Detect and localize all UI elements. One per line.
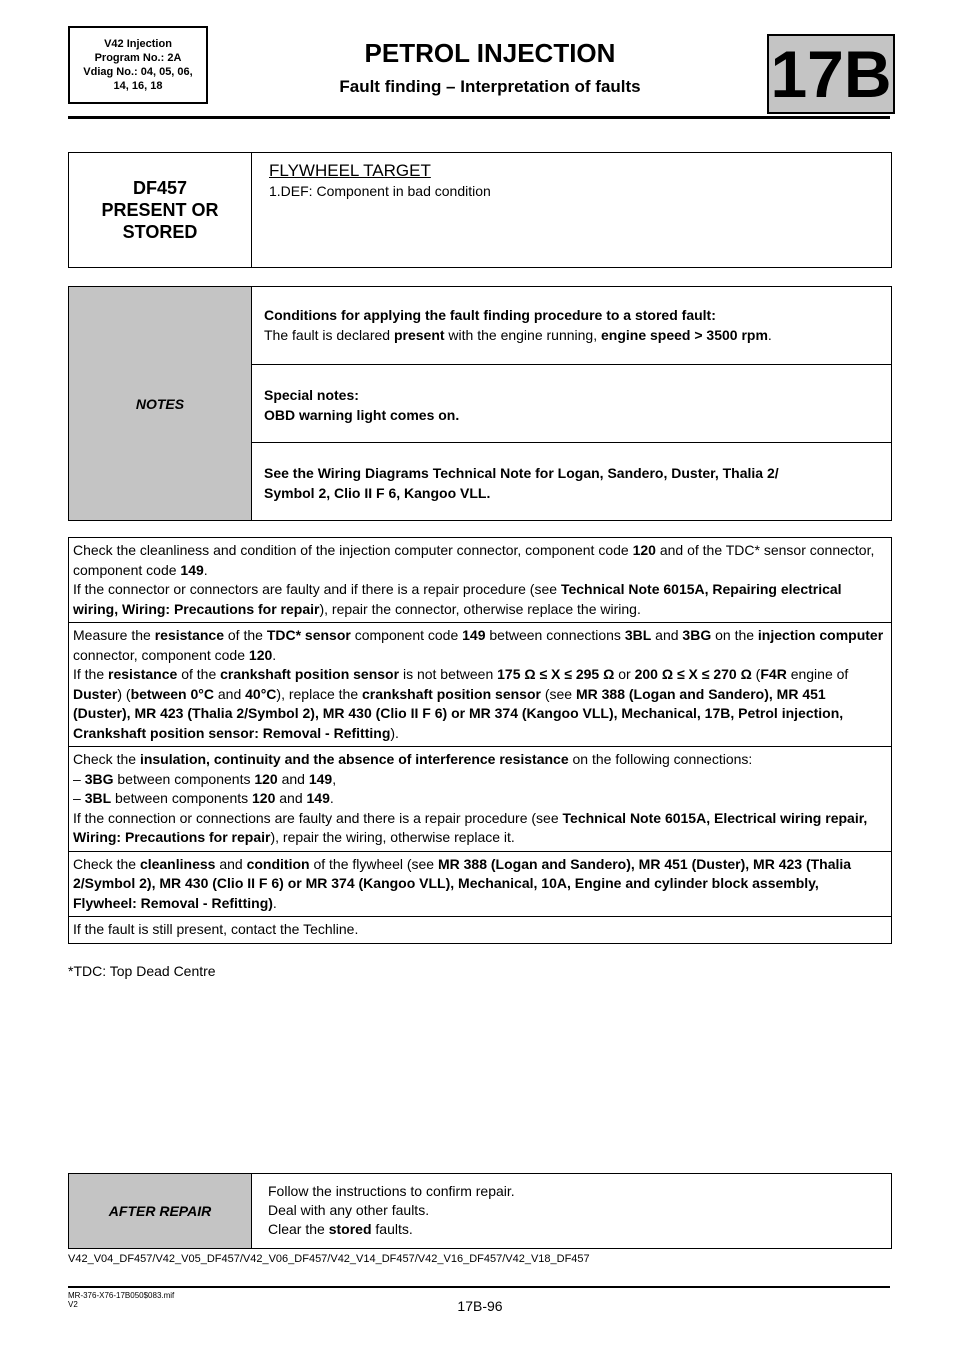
fault-status-line: STORED [122,222,198,242]
step-text: ). [390,724,399,741]
vehicle-info-box [68,26,208,104]
procedure-step-connector-check [69,538,891,623]
step-text: . [329,790,334,806]
step-text-bold: 149 [306,790,330,806]
note-heading: Special notes: [264,387,359,403]
step-text-bold: 200 Ω ≤ X ≤ 270 Ω [634,666,752,682]
step-text-bold: between 0°C [130,685,214,702]
step-text: between components [113,770,255,787]
step-text: and [215,855,247,872]
step-text-bold: F4R [760,666,787,682]
list-dash: – [73,770,85,787]
note-wiring [252,443,891,520]
vehicle-info-line: V42 Injection [104,38,172,50]
step-text: If the [73,666,109,682]
notes-content [252,287,891,520]
step-text-bold: condition [246,855,310,872]
fault-description-cell [269,161,881,199]
step-text: ( [751,666,761,682]
step-text-bold: 120 [248,646,273,663]
vehicle-info-line: Program No.: 2A [94,52,182,64]
step-text: is not between [399,666,498,682]
step-text-bold: 120 [254,770,278,787]
fault-status-line: PRESENT OR [101,200,219,220]
step-text: Check the [73,751,140,767]
step-text-bold: crankshaft position sensor [362,685,541,702]
after-repair-text-bold: stored [328,1221,372,1237]
step-text: and [651,627,683,643]
step-text-bold: crankshaft position sensor [220,666,400,682]
step-text-bold: 149 [180,561,204,578]
step-text: ) ( [117,685,131,702]
reference-codes: V42_V04_DF457/V42_V05_DF457/V42_V06_DF457/V42_V14_DF457/V42_V16_DF457/V42_V18_DF457 [68,1253,590,1265]
step-text: . [272,894,277,911]
step-text: between components [111,790,253,806]
step-text: ), repair the wiring, otherwise replace it. [270,829,515,845]
step-text: or [614,666,635,682]
step-text: and [275,790,307,806]
step-text-bold: 40°C [245,685,277,702]
footer-divider [68,1286,890,1288]
section-code-badge: 17B [767,34,895,114]
fault-box [68,152,892,268]
step-text: Measure the [73,627,155,643]
step-text: connector, component code [73,646,249,663]
note-heading: Conditions for applying the fault finding procedure to a stored fault: [264,307,716,323]
step-text-bold: Duster [73,685,118,702]
step-text-bold: MR 388 (Logan and Sandero), MR 451 (Duster), MR 423 (Thalia 2/Symbol 2), MR 430 (Clio II F 6) or MR 374 (Kangoo VLL), Mechanical, 10A, Engine and cylinder block assembly, Flywheel: Removal - Refitting) [73,855,852,911]
page-subtitle: Fault finding – Interpretation of faults [339,77,641,96]
note-text: The fault is declared [264,327,394,343]
vehicle-info-line: 14, 16, 18 [113,80,163,92]
step-text-bold: 120 [632,542,656,558]
step-text: If the connector or connectors are faulty and if there is a repair procedure (see [73,581,561,597]
step-text-bold: resistance [154,627,224,643]
step-text: Check the cleanliness and condition of the injection computer connector, component code [73,542,633,558]
note-text: . [767,327,772,343]
header-divider [68,116,890,119]
step-text: . [272,646,277,663]
procedure-step-insulation [69,747,891,852]
step-text-bold: Technical Note 6015A, Electrical wiring repair, Wiring: Precautions for repair [73,809,868,845]
page-number: 17B-96 [457,1298,503,1314]
page-title: PETROL INJECTION [364,38,616,68]
step-text-bold: 3BL [84,790,112,806]
note-text-bold: Symbol 2, Clio II F 6, Kangoo VLL. [264,485,491,501]
step-text: , [332,770,337,787]
step-text: and [277,770,309,787]
after-repair-label: AFTER REPAIR [69,1174,252,1248]
list-dash: – [73,790,85,806]
step-text: on the following connections: [568,751,753,767]
step-text: ), repair the connector, otherwise replace the wiring. [319,600,641,617]
note-conditions [252,287,891,365]
notes-box [68,286,892,521]
note-text-bold: present [393,327,445,343]
step-text: ), replace the [276,685,363,702]
note-text-bold: See the Wiring Diagrams Technical Note for Logan, Sandero, Duster, Thalia 2/ [264,465,779,481]
after-repair-text: faults. [371,1221,413,1237]
step-text: of the flywheel (see [309,855,438,872]
note-text-bold: OBD warning light comes on. [264,407,460,423]
step-text: component code [350,627,463,643]
notes-label: NOTES [69,287,252,520]
step-text-bold: 3BG [682,627,712,643]
step-text: Check the [73,855,140,872]
footer-file-info [68,1291,174,1309]
step-text-bold: 3BG [84,770,114,787]
fault-code-cell [69,153,252,267]
after-repair-content [268,1182,515,1239]
step-text: of the [224,627,267,643]
fault-code: DF457 [132,178,188,198]
footnote-tdc: *TDC: Top Dead Centre [68,963,216,979]
step-text-bold: cleanliness [139,855,216,872]
vehicle-info-line: Vdiag No.: 04, 05, 06, [83,66,193,78]
step-text-bold: 149 [308,770,333,787]
step-text-bold: injection computer [757,627,884,643]
footer-version: V2 [68,1300,78,1309]
step-text: . [203,561,208,578]
step-text: of the [177,666,221,682]
procedure-table [68,537,892,944]
step-text-bold: 149 [462,627,486,643]
fault-name: FLYWHEEL TARGET [269,161,431,180]
procedure-step-techline: If the fault is still present, contact the Techline. [73,921,359,937]
note-special [252,365,891,443]
step-text: and [213,685,246,702]
step-text-bold: 120 [252,790,276,806]
step-text: If the connection or connections are faulty and there is a repair procedure (see [73,809,563,826]
note-text-bold: engine speed > 3500 rpm [601,327,768,343]
note-text: with the engine running, [444,327,601,343]
step-text: and of the TDC* sensor connector, component code [73,542,875,578]
step-text: engine of [786,666,849,682]
step-text: (see [540,685,576,702]
footer-filename: MR-376-X76-17B050$083.mif [68,1291,175,1300]
step-text-bold: 175 Ω ≤ X ≤ 295 Ω [497,666,615,682]
step-text-bold: MR 388 (Logan and Sandero), MR 451 (Duster), MR 423 (Thalia 2/Symbol 2), MR 430 (Clio II F 6) or MR 374 (Kangoo VLL), Mechanical, 17B, Petrol injection, Crankshaft position sensor: Removal - Refitting [73,685,844,741]
step-text: on the [711,627,758,643]
step-text-bold: 3BL [624,627,652,643]
after-repair-line: Follow the instructions to confirm repair. [268,1183,515,1199]
step-text-bold: Technical Note 6015A, Repairing electrical wiring, Wiring: Precautions for repair [73,581,842,617]
after-repair-line: Deal with any other faults. [268,1202,430,1218]
step-text-bold: TDC* sensor [266,627,351,643]
after-repair-box [68,1173,892,1249]
procedure-step-resistance [69,623,891,747]
step-text-bold: resistance [108,666,178,682]
fault-definition: 1.DEF: Component in bad condition [269,183,491,199]
step-text-bold: insulation, continuity and the absence of interference resistance [139,751,569,767]
step-text: between connections [485,627,625,643]
after-repair-text: Clear the [268,1221,329,1237]
procedure-step-flywheel [69,852,891,918]
